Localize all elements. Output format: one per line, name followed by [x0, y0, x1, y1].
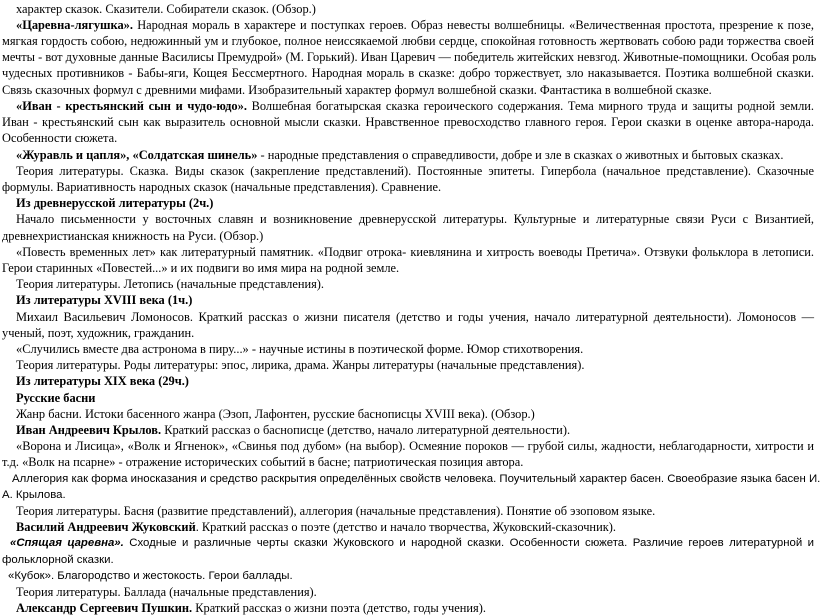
body-text: формулы. Вариативность народных сказок (начальные представления). Сравнение. [2, 180, 442, 194]
text-line [2, 373, 814, 389]
body-text: Аллегория как форма иносказания и средство раскрытия определённых свойств человека. Поучительный характер басен. Своеобразие языка басен И. [12, 473, 820, 485]
text-line [2, 568, 814, 584]
body-text: фольклорной сказки. [2, 554, 114, 566]
body-text: Теория литературы. Сказка. Виды сказок (закрепление представлений). Постоянные эпитеты. Гипербола (начальное представление). Сказочные [16, 164, 814, 178]
text-line [2, 98, 814, 114]
text-line [2, 422, 814, 438]
text-line [2, 82, 814, 98]
body-text: мечты - вот духовные данные Василисы Премудрой» (М. Горький). Иван Царевич — победитель житейских невзгод. Животные-помощники. Особая роль [2, 50, 817, 64]
text-line [2, 49, 817, 65]
body-text: А. Крылова. [2, 489, 66, 501]
text-line [2, 552, 814, 568]
text-line [2, 260, 814, 276]
body-text: «Случились вместе два астронома в пиру...» - научные истины в поэтической форме. Юмор стихотворения. [16, 342, 584, 356]
body-text: . Краткий рассказ о поэте (детство и начало творчества, Жуковский-сказочник). [195, 520, 616, 534]
bold-text: Русские басни [16, 391, 96, 405]
text-line [2, 600, 814, 616]
text-line [2, 357, 814, 373]
body-text: Жанр басни. Истоки басенного жанра (Эзоп, Лафонтен, русские баснописцы XVIII века). (Обзор.) [16, 407, 535, 421]
text-line [2, 211, 814, 227]
bold-text: Из литературы XVIII века (1ч.) [16, 293, 193, 307]
body-text: - народные представления о справедливости, добре и зле в сказках о животных и бытовых сказках. [257, 148, 784, 162]
text-line [2, 438, 814, 454]
body-text: Особенности сюжета. [2, 131, 118, 145]
text-line [2, 406, 814, 422]
body-text: древнехристианская книжность на Руси. (Обзор.) [2, 229, 264, 243]
bold-text: Александр Сергеевич Пушкин. [16, 601, 193, 615]
text-line [2, 309, 814, 325]
body-text: мягкая гордость собою, недюжинный ум и глубокое, полное неиссякаемой любви сердце, спокойная готовность жертвовать собою ради торжества своей [2, 34, 814, 48]
text-line [2, 519, 814, 535]
body-text: Герои старинных «Повестей...» и их подвиги во имя мира на родной земле. [2, 261, 400, 275]
bold-text: Василий Андреевич Жуковский [16, 520, 196, 534]
text-line [2, 114, 814, 130]
text-line [2, 244, 814, 260]
body-text: чудесных противников - Бабы-яги, Кощея Бессмертного. Народная мораль в сказке: добро торжествует, зло наказывается. Поэтика волшебной сказки. [2, 66, 814, 80]
text-line [2, 487, 814, 503]
body-text: характер сказок. Сказители. Собиратели сказок. (Обзор.) [16, 2, 316, 16]
body-text: Начало письменности у восточных славян и возникновение древнерусской литературы. Культурные и литературные связи Руси с Византией, [16, 212, 814, 226]
text-line [2, 17, 814, 33]
body-text: Народная мораль в характере и поступках героев. Образ невесты волшебницы. «Величественная простота, презрение к позе, [132, 18, 814, 32]
text-line [2, 454, 814, 470]
body-text: Теория литературы. Летопись (начальные представления). [16, 277, 325, 291]
body-text: Теория литературы. Роды литературы: эпос, лирика, драма. Жанры литературы (начальные представления). [16, 358, 585, 372]
body-text: «Повесть временных лет» как литературный памятник. «Подвиг отрока- киевлянина и хитрость воеводы Претича». Отзвуки фольклора в летописи. [16, 245, 814, 259]
body-text: ученый, поэт, художник, гражданин. [2, 326, 195, 340]
body-text: Теория литературы. Баллада (начальные представления). [16, 585, 317, 599]
text-line [2, 535, 814, 551]
text-line [2, 584, 814, 600]
bold-text: «Журавль и цапля», «Солдатская шинель» [16, 148, 258, 162]
text-line [2, 503, 814, 519]
body-text: Связь сказочных формул с древними мифами. Изобразительный характер формул волшебной сказки. Фантастика в волшебной сказке. [2, 83, 712, 97]
body-text: «Ворона и Лисица», «Волк и Ягненок», «Свинья под дубом» (на выбор). Осмеяние пороков — грубой силы, жадности, неблагодарности, хитрости и [16, 439, 814, 453]
text-line [2, 163, 814, 179]
body-text: Краткий рассказ о баснописце (детство, начало литературной деятельности). [161, 423, 571, 437]
text-line [2, 1, 814, 17]
bold-text: «Царевна-лягушка». [16, 18, 133, 32]
bold-text: «Спящая царевна». [10, 537, 124, 549]
text-line [2, 390, 814, 406]
text-line [2, 341, 814, 357]
text-line [2, 179, 814, 195]
bold-text: «Иван - крестьянский сын и чудо-юдо». [16, 99, 247, 113]
bold-text: Из литературы XIX века (29ч.) [16, 374, 189, 388]
text-line [2, 276, 814, 292]
body-text: Михаил Васильевич Ломоносов. Краткий рассказ о жизни писателя (детство и годы учения, начало литературной деятельности). Ломоносов — [16, 310, 814, 324]
text-line [2, 228, 814, 244]
text-line [2, 147, 814, 163]
body-text: Иван - крестьянский сын как выразитель основной мысли сказки. Нравственное превосходство главного героя. Герои сказки в оценке автора-народа. [2, 115, 814, 129]
body-text: Волшебная богатырская сказка героического содержания. Тема мирного труда и защиты родной земли. [246, 99, 814, 113]
bold-text: Иван Андреевич Крылов. [16, 423, 162, 437]
body-text: Краткий рассказ о жизни поэта (детство, годы учения). [192, 601, 486, 615]
text-line [2, 471, 820, 487]
body-text: т.д. «Волк на псарне» - отражение исторических событий в басне; патриотическая позиция автора. [2, 455, 524, 469]
body-text: Теория литературы. Басня (развитие представлений), аллегория (начальные представления). Понятие об эзоповом языке. [16, 504, 656, 518]
text-line [2, 195, 814, 211]
bold-text: Из древнерусской литературы (2ч.) [16, 196, 214, 210]
body-text: Сходные и различные черты сказки Жуковского и народной сказки. Особенности сюжета. Различие героев литературной и [123, 537, 814, 549]
text-line [2, 325, 814, 341]
body-text: «Кубок». Благородство и жестокость. Герои баллады. [8, 570, 293, 582]
text-line [2, 292, 814, 308]
text-line [2, 65, 814, 81]
text-line [2, 33, 814, 49]
text-line [2, 130, 814, 146]
